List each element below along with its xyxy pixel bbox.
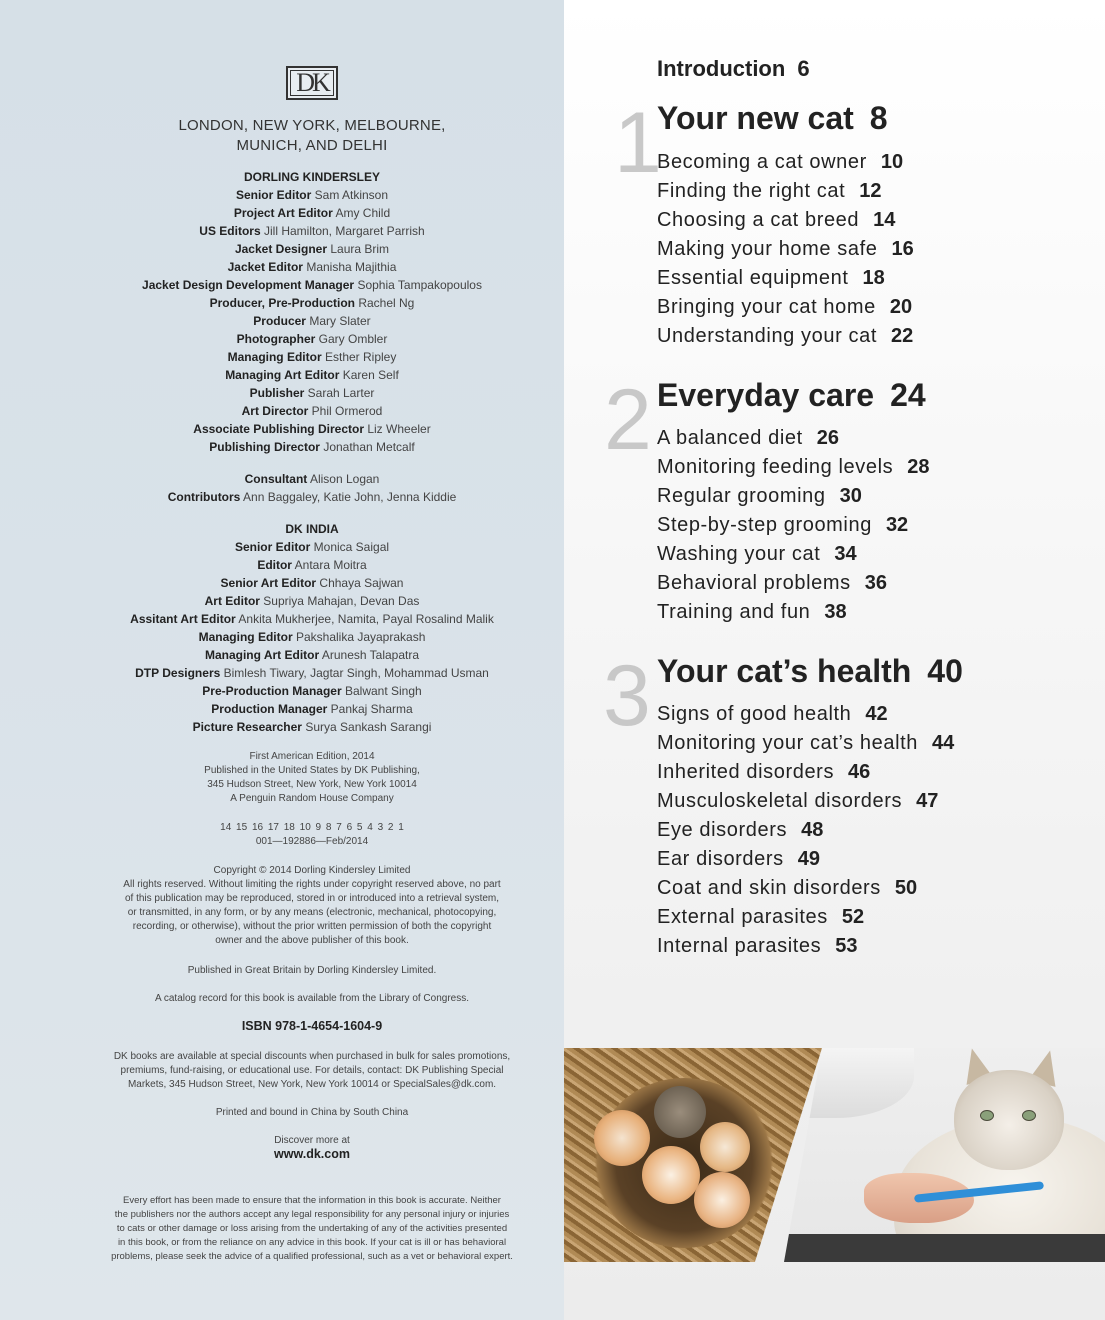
credit-row bbox=[40, 664, 584, 682]
credit-name: Pakshalika Jayaprakash bbox=[295, 630, 426, 644]
disclaimer-line: to cats or other damage or loss arising from the undertaking of any of the activities presented bbox=[116, 1223, 508, 1234]
chapter-page: 24 bbox=[890, 377, 926, 413]
cat-eye bbox=[980, 1110, 994, 1121]
toc-intro-page: 6 bbox=[797, 56, 810, 81]
toc-entry[interactable] bbox=[657, 177, 914, 206]
credit-role: DTP Designers bbox=[135, 666, 221, 680]
credit-name: Monica Saigal bbox=[313, 540, 390, 554]
toc-entry[interactable] bbox=[657, 932, 954, 961]
copyright-line: of this publication may be reproduced, stored in or introduced into a retrieval system, bbox=[124, 893, 500, 904]
table-surface bbox=[784, 1234, 1105, 1262]
credit-role: Editor bbox=[257, 558, 292, 572]
chapter-3-list bbox=[657, 700, 954, 961]
chapter-number: 2 bbox=[604, 372, 652, 468]
toc-entry[interactable] bbox=[657, 874, 954, 903]
credit-role: Jacket Designer bbox=[234, 242, 328, 256]
credit-name: Arunesh Talapatra bbox=[321, 648, 420, 662]
credit-row bbox=[40, 186, 584, 204]
credit-role: Managing Art Editor bbox=[225, 368, 340, 382]
cat-eye bbox=[1022, 1110, 1036, 1121]
credit-name: Laura Brim bbox=[330, 242, 390, 256]
dk-logo bbox=[286, 66, 338, 100]
toc-entry-page: 49 bbox=[797, 848, 820, 870]
credit-role: Production Manager bbox=[211, 702, 328, 716]
website-link[interactable]: www.dk.com bbox=[274, 1147, 350, 1161]
credit-role: Associate Publishing Director bbox=[193, 422, 364, 436]
kitten bbox=[700, 1122, 750, 1172]
toc-entry[interactable] bbox=[657, 264, 914, 293]
cities-line: LONDON, NEW YORK, MELBOURNE, bbox=[178, 117, 446, 134]
toc-entry-page: 47 bbox=[916, 790, 939, 812]
credit-row bbox=[40, 204, 584, 222]
toc-entry-title: A balanced diet bbox=[657, 427, 803, 449]
copyright-line: recording, or otherwise), without the prior written permission of both the copyright bbox=[132, 921, 492, 932]
toc-entry-page: 28 bbox=[907, 456, 930, 478]
credit-name: Alison Logan bbox=[309, 472, 380, 486]
credit-role: Picture Researcher bbox=[192, 720, 302, 734]
credit-row bbox=[40, 646, 584, 664]
credit-role: Photographer bbox=[236, 332, 316, 346]
disclaimer-line: the publishers nor the authors accept any legal responsibility for any personal injury or injuries bbox=[114, 1209, 510, 1220]
edition-line: First American Edition, 2014 bbox=[249, 751, 375, 762]
credit-name: Karen Self bbox=[342, 368, 399, 382]
printed-note: Printed and bound in China by South China bbox=[215, 1107, 409, 1118]
credit-role: Publisher bbox=[249, 386, 305, 400]
credit-row bbox=[40, 222, 584, 240]
toc-entry-page: 44 bbox=[932, 732, 955, 754]
kitten bbox=[694, 1172, 750, 1228]
credit-row bbox=[40, 610, 584, 628]
toc-entry-page: 12 bbox=[859, 180, 882, 202]
credit-name: Chhaya Sajwan bbox=[319, 576, 404, 590]
toc-entry-page: 36 bbox=[864, 572, 887, 594]
credit-role: Producer, Pre-Production bbox=[209, 296, 355, 310]
credit-row bbox=[40, 592, 584, 610]
credit-name: Pankaj Sharma bbox=[330, 702, 413, 716]
toc-entry[interactable] bbox=[657, 569, 930, 598]
chapter-page: 40 bbox=[927, 653, 963, 689]
credit-name: Sophia Tampakopoulos bbox=[357, 278, 482, 292]
toc-entry[interactable] bbox=[657, 206, 914, 235]
copyright-line: Copyright © 2014 Dorling Kindersley Limited bbox=[213, 865, 411, 876]
bulk-line: premiums, fund-raising, or educational use. For details, contact: DK Publishing Special bbox=[120, 1065, 504, 1076]
bulk-line: DK books are available at special discounts when purchased in bulk for sales promotions, bbox=[113, 1051, 511, 1062]
toc-entry[interactable] bbox=[657, 424, 930, 453]
credit-role: Pre-Production Manager bbox=[202, 684, 342, 698]
chapter-number: 1 bbox=[614, 95, 662, 191]
toc-entry[interactable] bbox=[657, 729, 954, 758]
credit-name: Sarah Larter bbox=[307, 386, 375, 400]
toc-entry[interactable] bbox=[657, 322, 914, 351]
credit-role: Jacket Editor bbox=[227, 260, 303, 274]
toc-entry-title: Becoming a cat owner bbox=[657, 151, 867, 173]
toc-entry-title: External parasites bbox=[657, 906, 828, 928]
credit-row bbox=[40, 700, 584, 718]
toc-entry-page: 32 bbox=[885, 514, 909, 536]
chapter-title-text: Everyday care bbox=[657, 377, 875, 413]
cities-line: MUNICH, AND DELHI bbox=[236, 137, 388, 154]
logo-text: DK bbox=[296, 68, 328, 97]
toc-entry-title: Washing your cat bbox=[657, 543, 821, 565]
credit-name: Esther Ripley bbox=[324, 350, 397, 364]
credit-name: Bimlesh Tiwary, Jagtar Singh, Mohammad Usman bbox=[223, 666, 489, 680]
toc-entry-title: Bringing your cat home bbox=[657, 296, 876, 318]
credit-name: Sam Atkinson bbox=[314, 188, 389, 202]
toc-entry-title: Regular grooming bbox=[657, 485, 826, 507]
credit-row bbox=[40, 538, 584, 556]
toc-entry-page: 53 bbox=[835, 935, 858, 957]
toc-entry-title: Making your home safe bbox=[657, 238, 878, 260]
toc-entry-page: 16 bbox=[891, 238, 914, 260]
toc-entry[interactable] bbox=[657, 511, 930, 540]
toc-entry[interactable] bbox=[657, 816, 954, 845]
credits-block bbox=[40, 168, 584, 736]
toc-entry-title: Finding the right cat bbox=[657, 180, 846, 202]
credit-role: Project Art Editor bbox=[233, 206, 333, 220]
toc-entry-page: 10 bbox=[880, 151, 904, 173]
credit-row bbox=[40, 384, 584, 402]
toc-entry-title: Behavioral problems bbox=[657, 572, 851, 594]
toc-entry-title: Internal parasites bbox=[657, 935, 822, 957]
copyright-line: All rights reserved. Without limiting the rights under copyright reserved above, no part bbox=[123, 879, 501, 890]
printing-code: 001—192886—Feb/2014 bbox=[255, 836, 369, 847]
edition-notice bbox=[108, 750, 516, 806]
toc-entry-title: Ear disorders bbox=[657, 848, 784, 870]
disclaimer-line: Every effort has been made to ensure that the information in this book is accurate. Neither bbox=[123, 1195, 501, 1206]
copyright-line: owner and the above publisher of this book. bbox=[215, 935, 409, 946]
credits-heading: DK INDIA bbox=[285, 522, 339, 536]
toc-entry-title: Inherited disorders bbox=[657, 761, 835, 783]
toc-entry[interactable] bbox=[657, 758, 954, 787]
credit-row bbox=[40, 628, 584, 646]
toc-entry-title: Signs of good health bbox=[657, 703, 852, 725]
chapter-title[interactable] bbox=[657, 100, 888, 137]
toc-entry-page: 34 bbox=[834, 543, 857, 565]
credit-name: Amy Child bbox=[335, 206, 391, 220]
catalog-note: A catalog record for this book is available from the Library of Congress. bbox=[154, 993, 470, 1004]
toc-entry[interactable] bbox=[657, 293, 914, 322]
cat-grooming-photo bbox=[784, 1048, 1105, 1262]
credit-role: Managing Editor bbox=[198, 630, 293, 644]
credit-row bbox=[40, 240, 584, 258]
credit-row bbox=[40, 330, 584, 348]
toc-entry[interactable] bbox=[657, 148, 914, 177]
kitten bbox=[594, 1110, 650, 1166]
credit-row bbox=[40, 470, 584, 488]
toc-entry-title: Monitoring feeding levels bbox=[657, 456, 894, 478]
gb-note: Published in Great Britain by Dorling Kindersley Limited. bbox=[187, 965, 437, 976]
toc-entry-page: 42 bbox=[865, 703, 888, 725]
credit-role: Senior Art Editor bbox=[220, 576, 317, 590]
credit-role: Senior Editor bbox=[234, 540, 311, 554]
edition-line: 345 Hudson Street, New York, New York 10014 bbox=[207, 779, 417, 790]
disclaimer bbox=[108, 1194, 516, 1264]
credit-row bbox=[40, 556, 584, 574]
toc-entry[interactable] bbox=[657, 787, 954, 816]
credit-row bbox=[40, 420, 584, 438]
toc-entry-title: Musculoskeletal disorders bbox=[657, 790, 903, 812]
toc-entry[interactable] bbox=[657, 598, 930, 627]
chapter-title[interactable] bbox=[657, 653, 963, 690]
copyright-line: or transmitted, in any form, or by any means (electronic, mechanical, photocopying, bbox=[127, 907, 497, 918]
toc-entry[interactable] bbox=[657, 903, 954, 932]
credit-name: Jill Hamilton, Margaret Parrish bbox=[263, 224, 425, 238]
toc-entry-page: 30 bbox=[839, 485, 862, 507]
credit-role: Managing Editor bbox=[227, 350, 322, 364]
chapter-title-text: Your cat’s health bbox=[657, 653, 912, 689]
credit-name: Antara Moitra bbox=[294, 558, 367, 572]
toc-entry-title: Coat and skin disorders bbox=[657, 877, 881, 899]
toc-entry-page: 46 bbox=[848, 761, 871, 783]
toc-entry-title: Eye disorders bbox=[657, 819, 788, 841]
credit-row bbox=[40, 348, 584, 366]
chapter-2-list bbox=[657, 424, 930, 627]
credit-name: Rachel Ng bbox=[358, 296, 415, 310]
credit-name: Supriya Mahajan, Devan Das bbox=[263, 594, 420, 608]
toc-entry[interactable] bbox=[657, 540, 930, 569]
toc-intro-title: Introduction bbox=[657, 56, 786, 81]
credit-name: Mary Slater bbox=[309, 314, 371, 328]
toc-introduction[interactable] bbox=[657, 56, 810, 82]
toc-entry-title: Training and fun bbox=[657, 601, 811, 623]
credit-role: Producer bbox=[253, 314, 306, 328]
credit-name: Balwant Singh bbox=[344, 684, 422, 698]
credit-role: Assitant Art Editor bbox=[130, 612, 236, 626]
credit-name: Manisha Majithia bbox=[306, 260, 397, 274]
toc-entry-title: Monitoring your cat’s health bbox=[657, 732, 919, 754]
credit-role: Consultant bbox=[244, 472, 308, 486]
edition-line: Published in the United States by DK Publishing, bbox=[204, 765, 420, 776]
credit-role: Senior Editor bbox=[235, 188, 312, 202]
toc-entry-title: Step-by-step grooming bbox=[657, 514, 872, 536]
credit-row bbox=[40, 438, 584, 456]
credit-name: Ankita Mukherjee, Namita, Payal Rosalind Malik bbox=[238, 612, 494, 626]
credit-name: Liz Wheeler bbox=[367, 422, 431, 436]
chapter-1-list bbox=[657, 148, 914, 351]
toc-entry-title: Understanding your cat bbox=[657, 325, 877, 347]
chapter-title[interactable] bbox=[657, 377, 926, 414]
credit-name: Phil Ormerod bbox=[311, 404, 383, 418]
credit-row bbox=[40, 366, 584, 384]
credit-row bbox=[40, 488, 584, 506]
toc-entry[interactable] bbox=[657, 235, 914, 264]
toc-entry-page: 18 bbox=[862, 267, 885, 289]
toc-entry-title: Choosing a cat breed bbox=[657, 209, 860, 231]
credit-row bbox=[40, 718, 584, 736]
chapter-page: 8 bbox=[869, 100, 888, 136]
toc-entry-page: 38 bbox=[824, 601, 847, 623]
credit-role: Art Director bbox=[241, 404, 309, 418]
credit-role: Managing Art Editor bbox=[204, 648, 320, 662]
credit-row bbox=[40, 402, 584, 420]
credit-role: US Editors bbox=[199, 224, 261, 238]
toc-entry-page: 48 bbox=[801, 819, 824, 841]
disclaimer-line: in this book, or from the reliance on any advice in this book. If your cat is ill or has behavioral bbox=[117, 1237, 507, 1248]
credit-row bbox=[40, 276, 584, 294]
credits-heading: DORLING KINDERSLEY bbox=[243, 170, 380, 184]
credit-row bbox=[40, 682, 584, 700]
toc-entry-page: 52 bbox=[841, 906, 865, 928]
publisher-cities bbox=[150, 116, 474, 156]
credit-name: Jonathan Metcalf bbox=[323, 440, 415, 454]
printing-numbers: 14 15 16 17 18 10 9 8 7 6 5 4 3 2 1 bbox=[220, 822, 404, 833]
toc-entry-page: 20 bbox=[889, 296, 913, 318]
credit-role: Publishing Director bbox=[209, 440, 320, 454]
kitten bbox=[654, 1086, 706, 1138]
credit-row bbox=[40, 312, 584, 330]
isbn: ISBN 978-1-4654-1604-9 bbox=[241, 1019, 383, 1033]
toc-entry-title: Essential equipment bbox=[657, 267, 849, 289]
toc-entry-page: 50 bbox=[894, 877, 918, 899]
toc-entry[interactable] bbox=[657, 700, 954, 729]
edition-line: A Penguin Random House Company bbox=[230, 793, 394, 804]
kitten bbox=[642, 1146, 700, 1204]
toc-entry[interactable] bbox=[657, 845, 954, 874]
discover-note: Discover more at bbox=[274, 1135, 350, 1146]
credit-row bbox=[40, 574, 584, 592]
toc-entry-page: 26 bbox=[816, 427, 840, 449]
chapter-number: 3 bbox=[603, 648, 651, 744]
toc-entry-page: 22 bbox=[891, 325, 914, 347]
copyright-notice bbox=[108, 864, 516, 948]
bulk-sales-note bbox=[108, 1050, 516, 1092]
credit-name: Ann Baggaley, Katie John, Jenna Kiddie bbox=[243, 490, 457, 504]
bulk-line: Markets, 345 Hudson Street, New York, New York 10014 or SpecialSales@dk.com. bbox=[127, 1079, 497, 1090]
credit-role: Contributors bbox=[167, 490, 241, 504]
cat-head bbox=[954, 1070, 1064, 1170]
chapter-title-text: Your new cat bbox=[657, 100, 854, 136]
disclaimer-line: problems, please seek the advice of a qualified professional, such as a vet or behavioral expert. bbox=[111, 1251, 513, 1262]
credit-name: Surya Sankash Sarangi bbox=[305, 720, 432, 734]
credit-name: Gary Ombler bbox=[318, 332, 388, 346]
credit-role: Jacket Design Development Manager bbox=[142, 278, 355, 292]
toc-entry[interactable] bbox=[657, 482, 930, 511]
printing-line bbox=[108, 821, 516, 849]
toc-entry[interactable] bbox=[657, 453, 930, 482]
credit-row bbox=[40, 258, 584, 276]
toc-entry-page: 14 bbox=[873, 209, 896, 231]
credit-row bbox=[40, 294, 584, 312]
credit-role: Art Editor bbox=[204, 594, 260, 608]
